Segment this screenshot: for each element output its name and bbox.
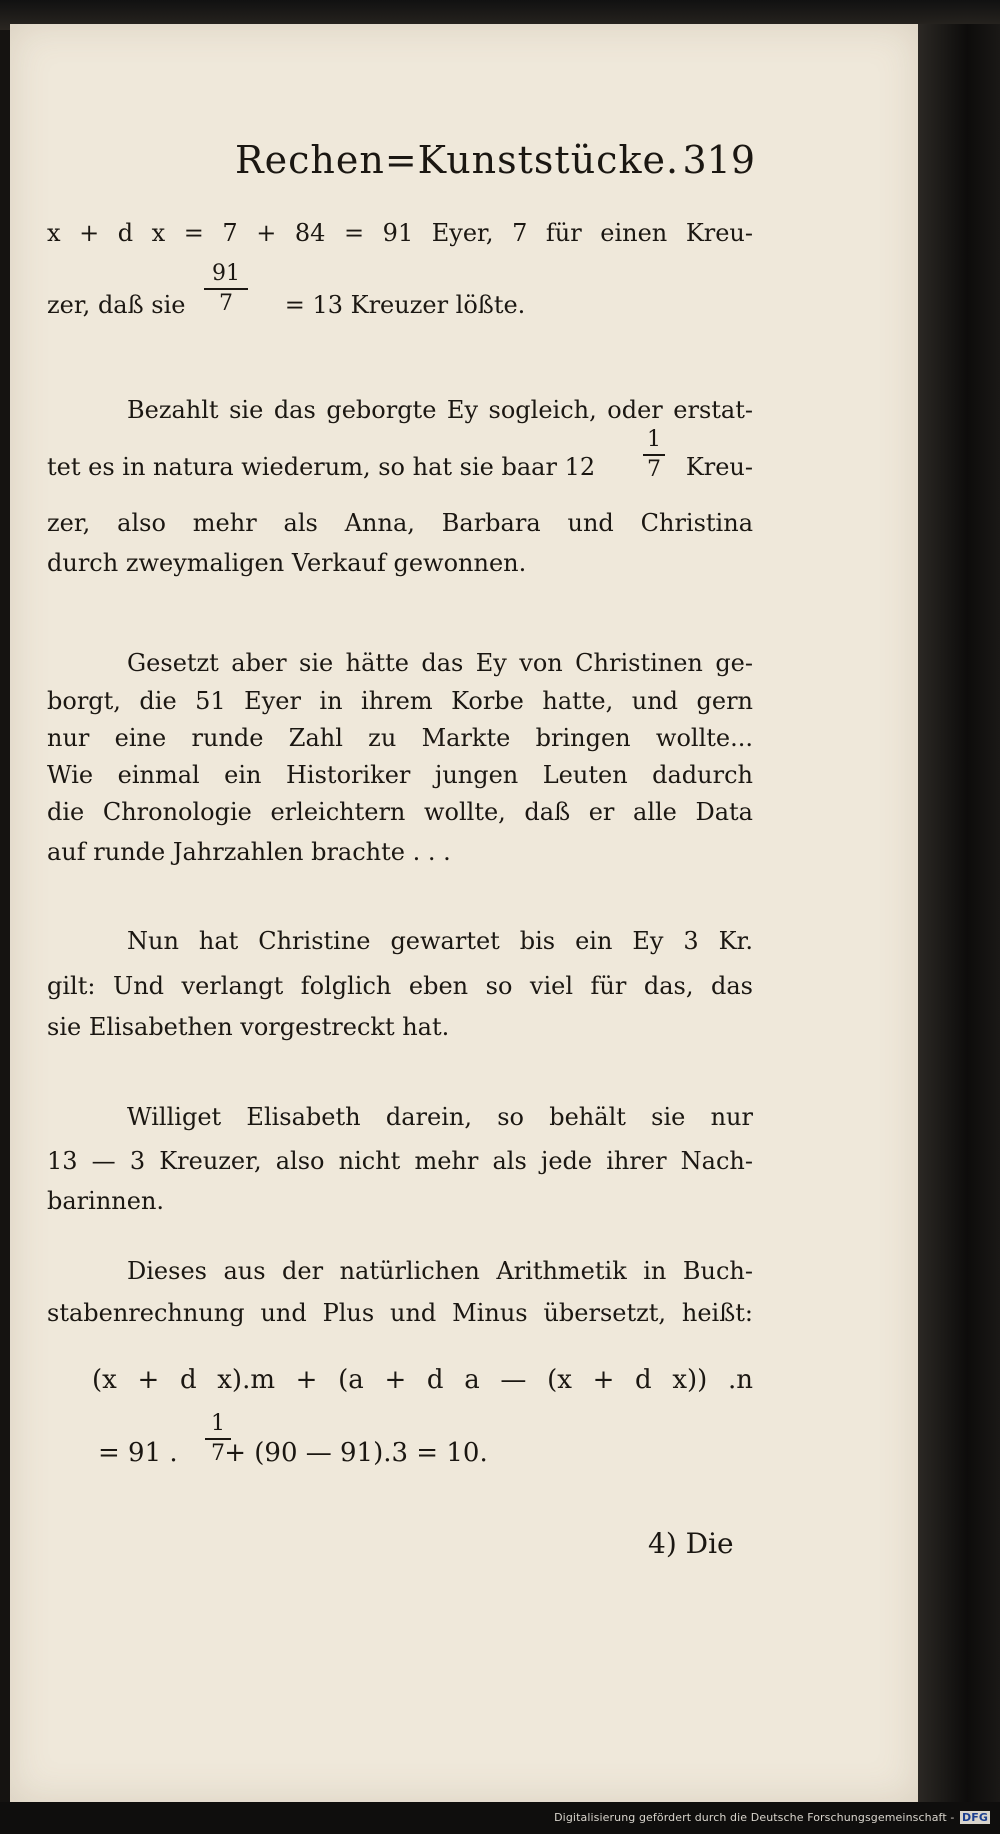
text-line: Nun hat Christine gewartet bis ein Ey 3 Kr. — [127, 927, 753, 955]
text-line: x + d x = 7 + 84 = 91 Eyer, 7 für einen Kreu- — [47, 219, 753, 247]
fraction-numerator: 91 — [212, 261, 240, 286]
text-line: Williget Elisabeth darein, so behält sie nur — [127, 1103, 753, 1131]
fraction-numerator: 1 — [647, 427, 661, 452]
text-line: borgt, die 51 Eyer in ihrem Korbe hatte, und gern — [47, 687, 753, 715]
fraction-bar — [643, 454, 665, 456]
running-header — [235, 128, 755, 188]
fraction-numerator: 1 — [211, 1411, 225, 1436]
dfg-logo: DFG — [962, 1811, 988, 1824]
text-line: stabenrechnung und Plus und Minus übersetzt, heißt: — [47, 1299, 753, 1327]
credit-text: Digitalisierung gefördert durch die Deutsche Forschungsgemeinschaft - — [554, 1811, 955, 1824]
text-line: auf runde Jahrzahlen brachte . . . — [47, 838, 451, 866]
text-line: nur eine runde Zahl zu Markte bringen wollte... — [47, 724, 753, 752]
fraction-denominator: 7 — [219, 291, 233, 316]
text-line: Wie einmal ein Historiker jungen Leuten dadurch — [47, 761, 753, 789]
text-line — [47, 290, 753, 320]
text-line: Bezahlt sie das geborgte Ey sogleich, oder erstat- — [127, 396, 753, 424]
fraction-bar — [205, 1438, 231, 1440]
text-fragment: Kreu- — [685, 453, 753, 481]
text-line: Dieses aus der natürlichen Arithmetik in Buch- — [127, 1257, 753, 1285]
fraction-denominator: 7 — [647, 457, 661, 482]
book-edge — [918, 24, 1000, 1802]
fraction-1-7 — [643, 428, 665, 482]
fraction-1-7 — [205, 1412, 231, 1466]
digitization-credit — [554, 1811, 990, 1824]
text-fragment: = 13 Kreuzer lößte. — [284, 291, 526, 319]
fraction-91-7 — [204, 262, 248, 316]
text-line: zer, also mehr als Anna, Barbara und Christina — [47, 509, 753, 537]
formula-line: (x + d x).m + (a + d a — (x + d x)) .n — [92, 1365, 753, 1395]
text-line: Gesetzt aber sie hätte das Ey von Christinen ge- — [127, 649, 753, 677]
text-fragment: zer, daß sie — [47, 291, 186, 319]
text-line: barinnen. — [47, 1187, 165, 1215]
catchword: 4) Die — [648, 1527, 734, 1560]
formula-line — [98, 1438, 658, 1468]
page-number: 319 — [682, 138, 755, 182]
text-line: gilt: Und verlangt folglich eben so viel für das, das — [47, 972, 753, 1000]
formula-fragment: + (90 — 91).3 = 10. — [224, 1438, 488, 1468]
text-line: durch zweymaligen Verkauf gewonnen. — [47, 549, 527, 577]
text-line: sie Elisabethen vorgestreckt hat. — [47, 1013, 450, 1041]
formula-fragment: = 91 . — [98, 1438, 178, 1468]
fraction-denominator: 7 — [211, 1441, 225, 1466]
text-fragment: tet es in natura wiederum, so hat sie baar 12 — [47, 453, 596, 481]
text-line: 13 — 3 Kreuzer, also nicht mehr als jede ihrer Nach- — [47, 1147, 753, 1175]
text-line: die Chronologie erleichtern wollte, daß er alle Data — [47, 798, 753, 826]
running-title: Rechen=Kunststücke. — [235, 138, 680, 182]
fraction-bar — [204, 288, 248, 290]
